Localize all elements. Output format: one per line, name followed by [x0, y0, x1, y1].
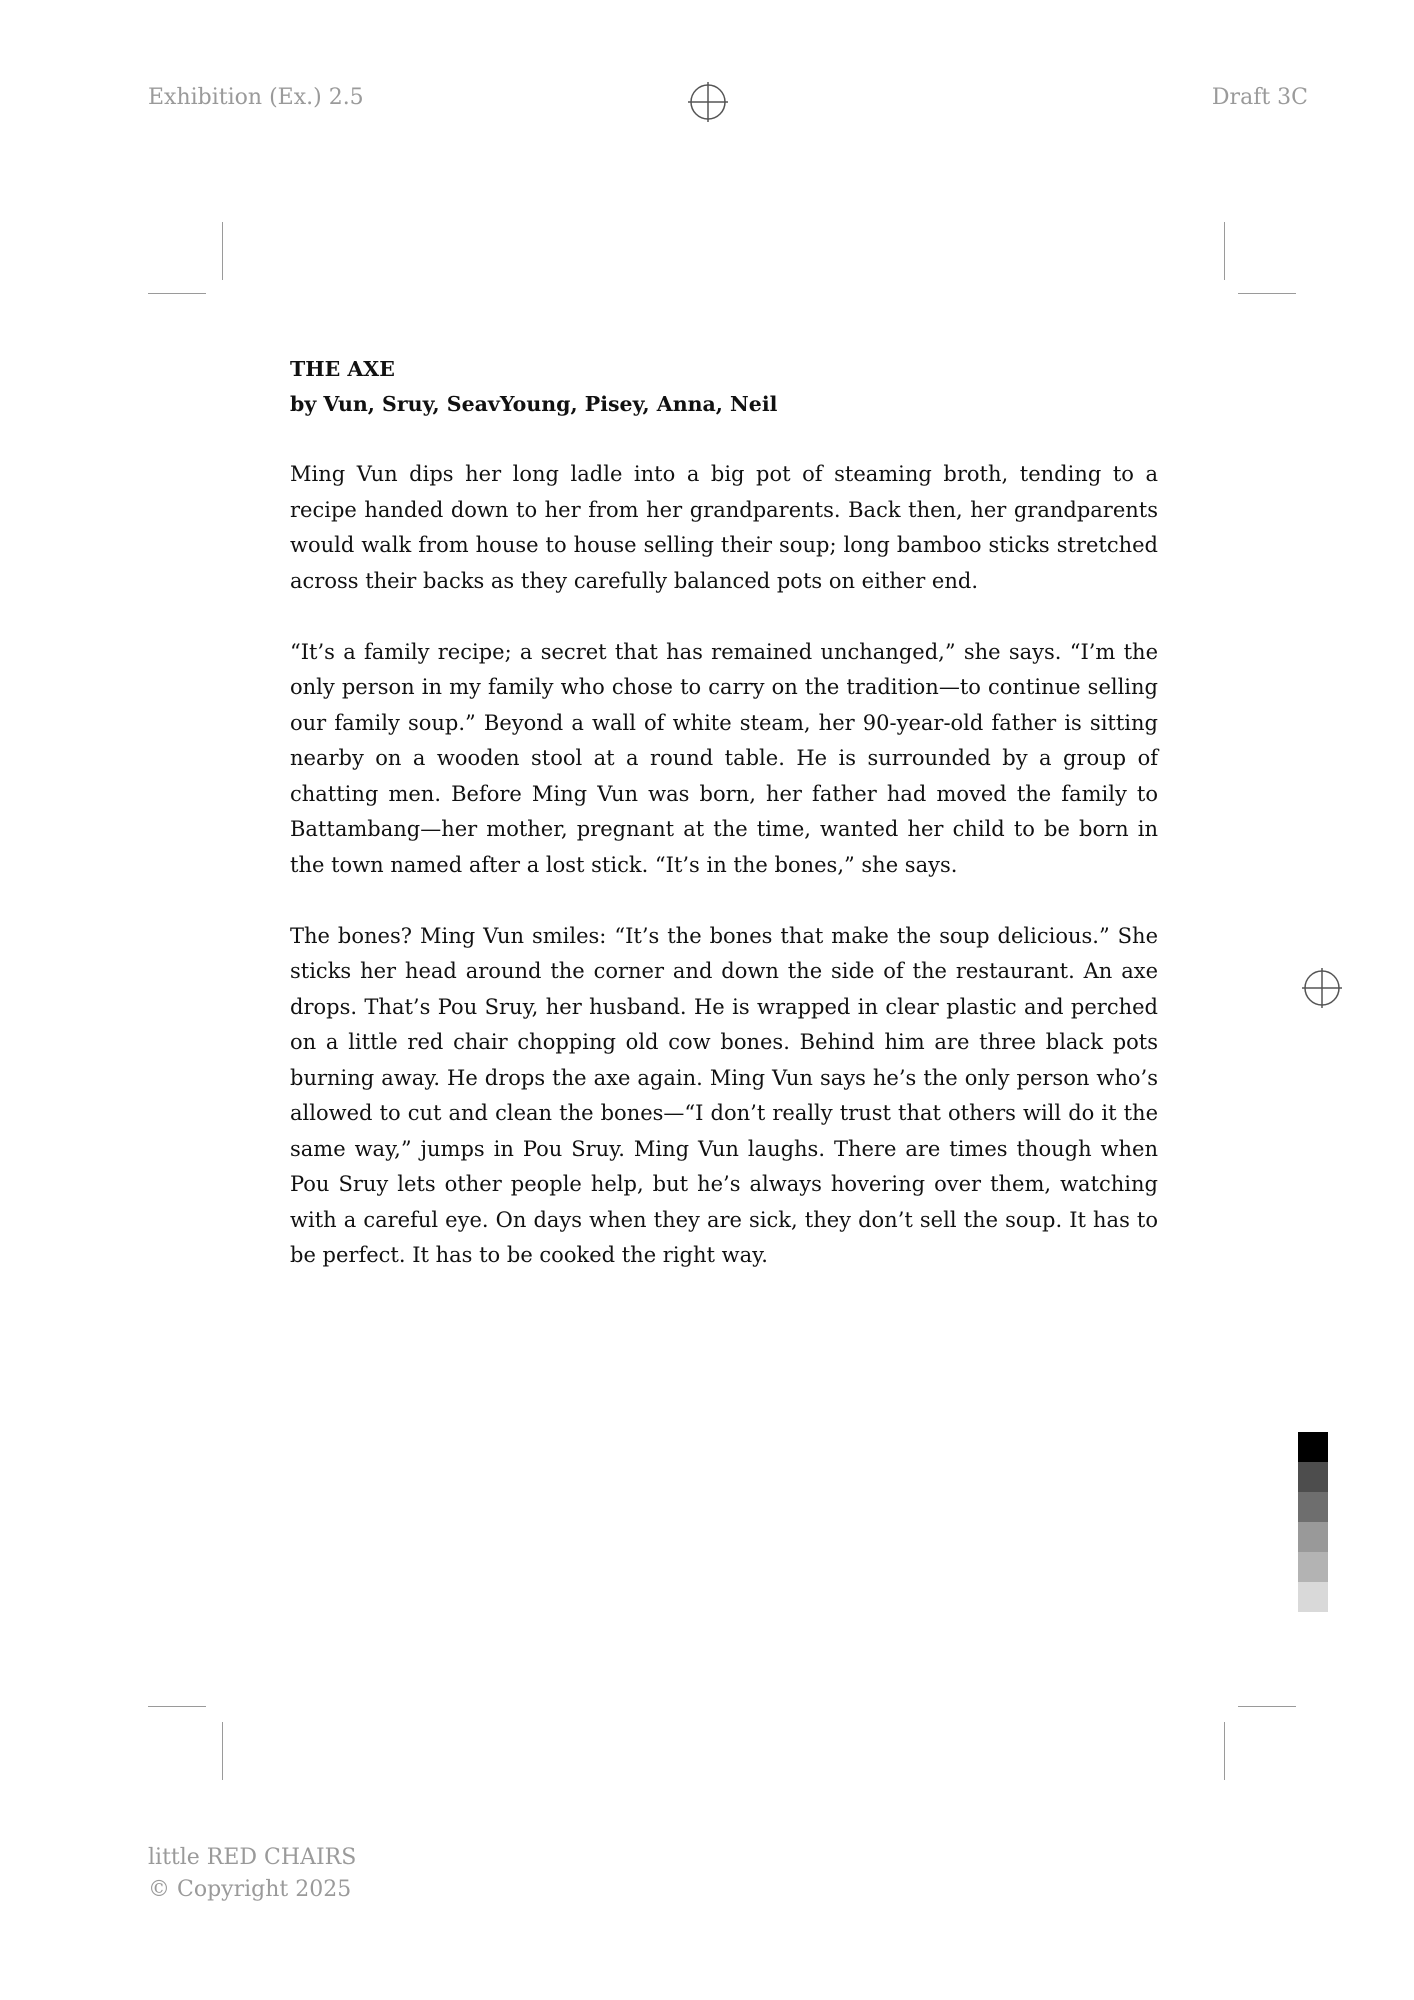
- article-byline: by Vun, Sruy, SeavYoung, Pisey, Anna, Neil: [290, 392, 778, 416]
- footer-copyright: © Copyright 2025: [148, 1877, 352, 1902]
- registration-mark-top: [688, 82, 728, 122]
- crop-mark: [148, 1706, 206, 1707]
- header-draft-label: Draft 3C: [1211, 85, 1308, 110]
- grayscale-calibration-strip: [1298, 1432, 1328, 1612]
- article-title: THE AXE: [290, 357, 395, 381]
- gray-swatch: [1298, 1432, 1328, 1462]
- article-paragraph: “It’s a family recipe; a secret that has remained unchanged,” she says. “I’m the only person in my family who chose to carry on the tradition—to continue selling our family soup.” Beyond a wall of white steam, her 90-year-old father is sitting nearby on a wooden stool at a round table. He is surrounded by a group of chatting men. Before Ming Vun was born, her father had moved the family to Battambang—her mother, pregnant at the time, wanted her child to be born in the town named after a lost stick. “It’s in the bones,” she says.: [290, 639, 1158, 877]
- crosshair-icon: [1302, 968, 1342, 1008]
- crosshair-icon: [688, 82, 728, 122]
- crop-mark: [1238, 1706, 1296, 1707]
- footer: [148, 1842, 356, 1906]
- article-paragraph: Ming Vun dips her long ladle into a big pot of steaming broth, tending to a recipe handed down to her from her grandparents. Back then, her grandparents would walk from house to house selling their soup; long bamboo sticks stretched across their backs as they carefully balanced pots on either end.: [290, 462, 1158, 593]
- gray-swatch: [1298, 1552, 1328, 1582]
- registration-mark-right: [1302, 968, 1342, 1008]
- gray-swatch: [1298, 1462, 1328, 1492]
- crop-mark: [1224, 222, 1225, 280]
- crop-mark: [1238, 293, 1296, 294]
- article: [290, 352, 1158, 1274]
- gray-swatch: [1298, 1492, 1328, 1522]
- crop-mark: [148, 293, 206, 294]
- article-paragraph: The bones? Ming Vun smiles: “It’s the bones that make the soup delicious.” She sticks her head around the corner and down the side of the restaurant. An axe drops. That’s Pou Sruy, her husband. He is wrapped in clear plastic and perched on a little red chair chopping old cow bones. Behind him are three black pots burning away. He drops the axe again. Ming Vun says he’s the only person who’s allowed to cut and clean the bones—“I don’t really trust that others will do it the same way,” jumps in Pou Sruy. Ming Vun laughs. There are times though when Pou Sruy lets other people help, but he’s always hovering over them, watching with a careful eye. On days when they are sick, they don’t sell the soup. It has to be perfect. It has to be cooked the right way.: [290, 923, 1158, 1267]
- gray-swatch: [1298, 1582, 1328, 1612]
- crop-mark: [1224, 1722, 1225, 1780]
- footer-brand: little RED CHAIRS: [148, 1845, 357, 1870]
- crop-mark: [222, 222, 223, 280]
- crop-mark: [222, 1722, 223, 1780]
- gray-swatch: [1298, 1522, 1328, 1552]
- header-exhibition-label: Exhibition (Ex.) 2.5: [148, 85, 364, 110]
